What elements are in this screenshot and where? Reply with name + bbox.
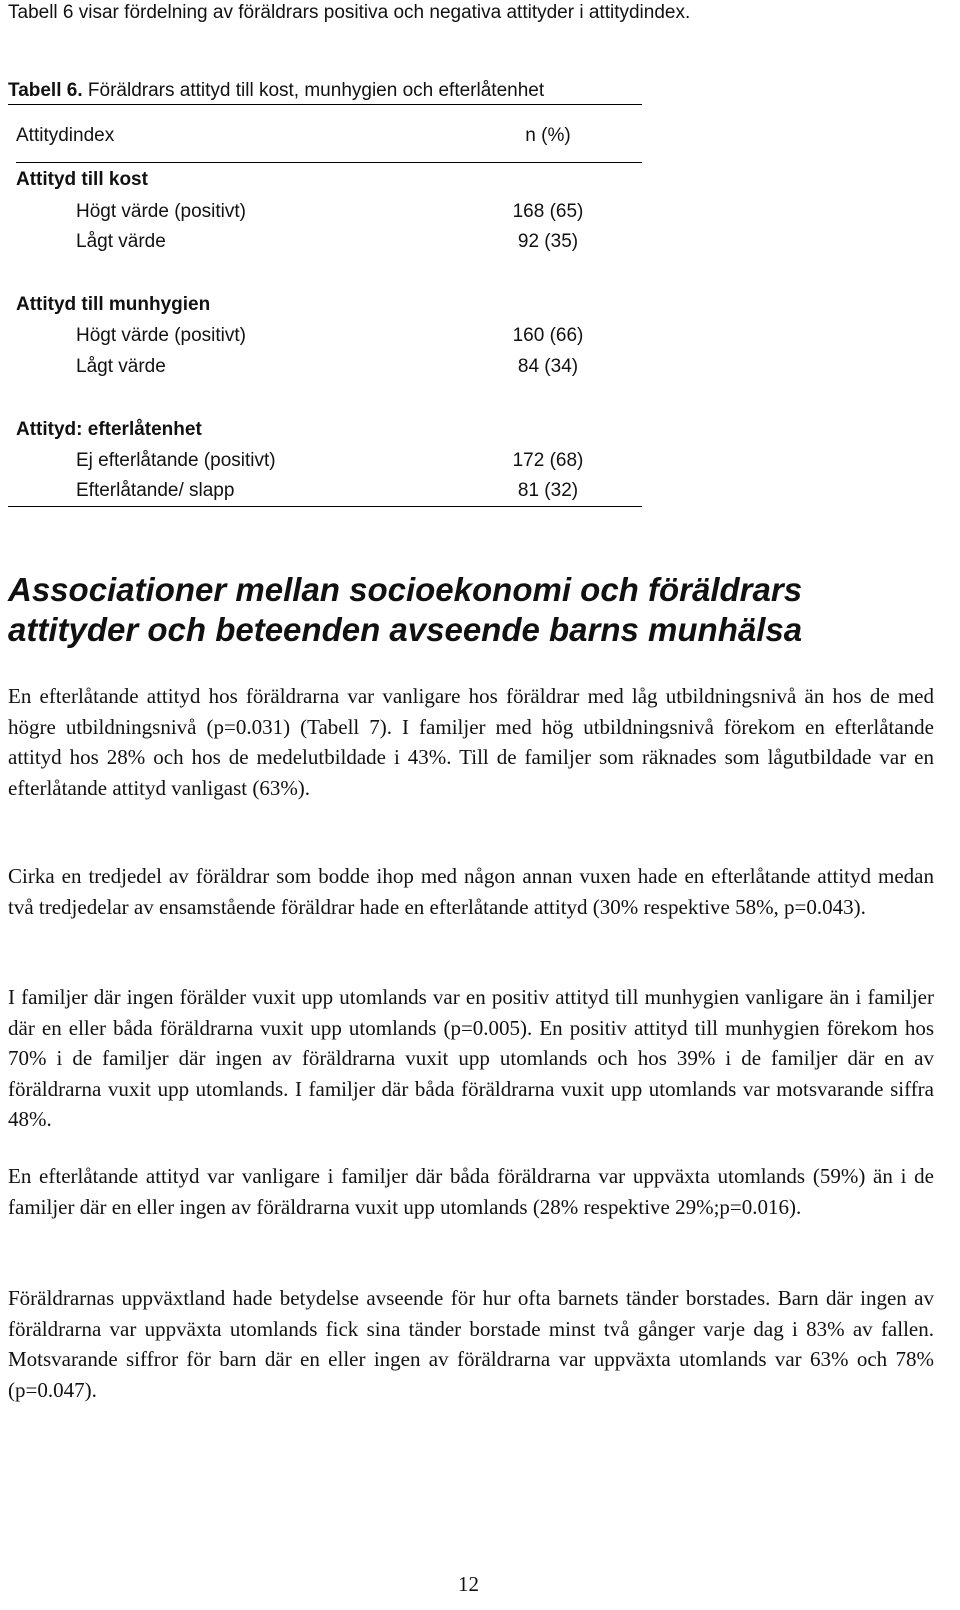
table-row xyxy=(8,201,642,227)
row-value: 160 (66) xyxy=(512,325,584,346)
row-value: 168 (65) xyxy=(512,201,584,222)
row-label: Högt värde (positivt) xyxy=(76,325,247,346)
intro-text: Tabell 6 visar fördelning av föräldrars positiva och negativa attityder i attitydindex. xyxy=(8,2,691,23)
table-top-rule xyxy=(8,104,642,105)
header-attitydindex: Attitydindex xyxy=(16,125,115,146)
paragraph: I familjer där ingen förälder vuxit upp utomlands var en positiv attityd till munhygien vanligare än i familjer där en eller båda föräldrarna vuxit upp utomlands (p=0.005). En positiv attityd till munhygien förekom hos 70% i de familjer där ingen av föräldrarna vuxit upp utomlands och hos 39% i de familjer där en av föräldrarna vuxit upp utomlands. I familjer där båda föräldrarna vuxit upp utomlands var motsvarande siffra 48%. xyxy=(8,985,934,1131)
page-number: 12 xyxy=(458,1572,479,1596)
row-label: Högt värde (positivt) xyxy=(76,201,247,222)
group-title: Attityd till munhygien xyxy=(16,294,211,315)
group-title-row xyxy=(8,169,642,195)
row-label: Lågt värde xyxy=(76,231,166,252)
table-caption-label: Tabell 6. xyxy=(8,80,83,101)
table-bottom-rule xyxy=(8,506,642,507)
row-value: 172 (68) xyxy=(512,450,584,471)
section-heading: Associationer mellan socioekonomi och föräldrars attityder och beteenden avseende barns munhälsa xyxy=(8,571,803,648)
paragraph: Cirka en tredjedel av föräldrar som bodde ihop med någon annan vuxen hade en efterlåtande attityd medan två tredjedelar av ensamstående föräldrar hade en efterlåtande attityd (30% respektive 58%, p=0.043). xyxy=(8,864,934,919)
paragraph: Föräldrarnas uppväxtland hade betydelse avseende för hur ofta barnets tänder borstades. Barn där ingen av föräldrarna var uppväxta utomlands fick sina tänder borstade minst två gånger varje dag i 83% av fallen. Motsvarande siffror för barn där en eller ingen av föräldrarna var uppväxta utomlands var 63% och 78% (p=0.047). xyxy=(8,1286,934,1402)
row-value: 81 (32) xyxy=(517,480,579,501)
table-caption xyxy=(8,80,544,102)
group-title-row xyxy=(8,419,642,445)
table-header-row xyxy=(8,125,642,151)
table-row xyxy=(8,356,642,382)
paragraph: En efterlåtande attityd var vanligare i familjer där båda föräldrarna var uppväxta utomlands (59%) än i de familjer där en eller ingen av föräldrarna vuxit upp utomlands (28% respektive 29%;p=0.016). xyxy=(8,1164,934,1219)
table-header-rule xyxy=(16,162,642,163)
table-row xyxy=(8,450,642,476)
paragraph: En efterlåtande attityd hos föräldrarna var vanligare hos föräldrar med låg utbildningsnivå än hos de med högre utbildningsnivå (p=0.031) (Tabell 7). I familjer med hög utbildningsnivå förekom en efterlåtande attityd hos 28% och hos de medelutbildade i 43%. Till de familjer som räknades som lågutbildade var en efterlåtande attityd vanligast (63%). xyxy=(8,684,934,800)
table-row xyxy=(8,480,642,506)
row-label: Ej efterlåtande (positivt) xyxy=(76,450,276,471)
group-title: Attityd till kost xyxy=(16,169,148,190)
header-n-percent: n (%) xyxy=(525,125,571,146)
table-caption-text: Föräldrars attityd till kost, munhygien och efterlåtenhet xyxy=(82,80,545,101)
table-row xyxy=(8,325,642,351)
table-row xyxy=(8,231,642,257)
row-value: 84 (34) xyxy=(517,356,579,377)
group-title: Attityd: efterlåtenhet xyxy=(16,419,202,440)
row-value: 92 (35) xyxy=(517,231,579,252)
row-label: Lågt värde xyxy=(76,356,166,377)
row-label: Efterlåtande/ slapp xyxy=(76,480,235,501)
group-title-row xyxy=(8,294,642,320)
